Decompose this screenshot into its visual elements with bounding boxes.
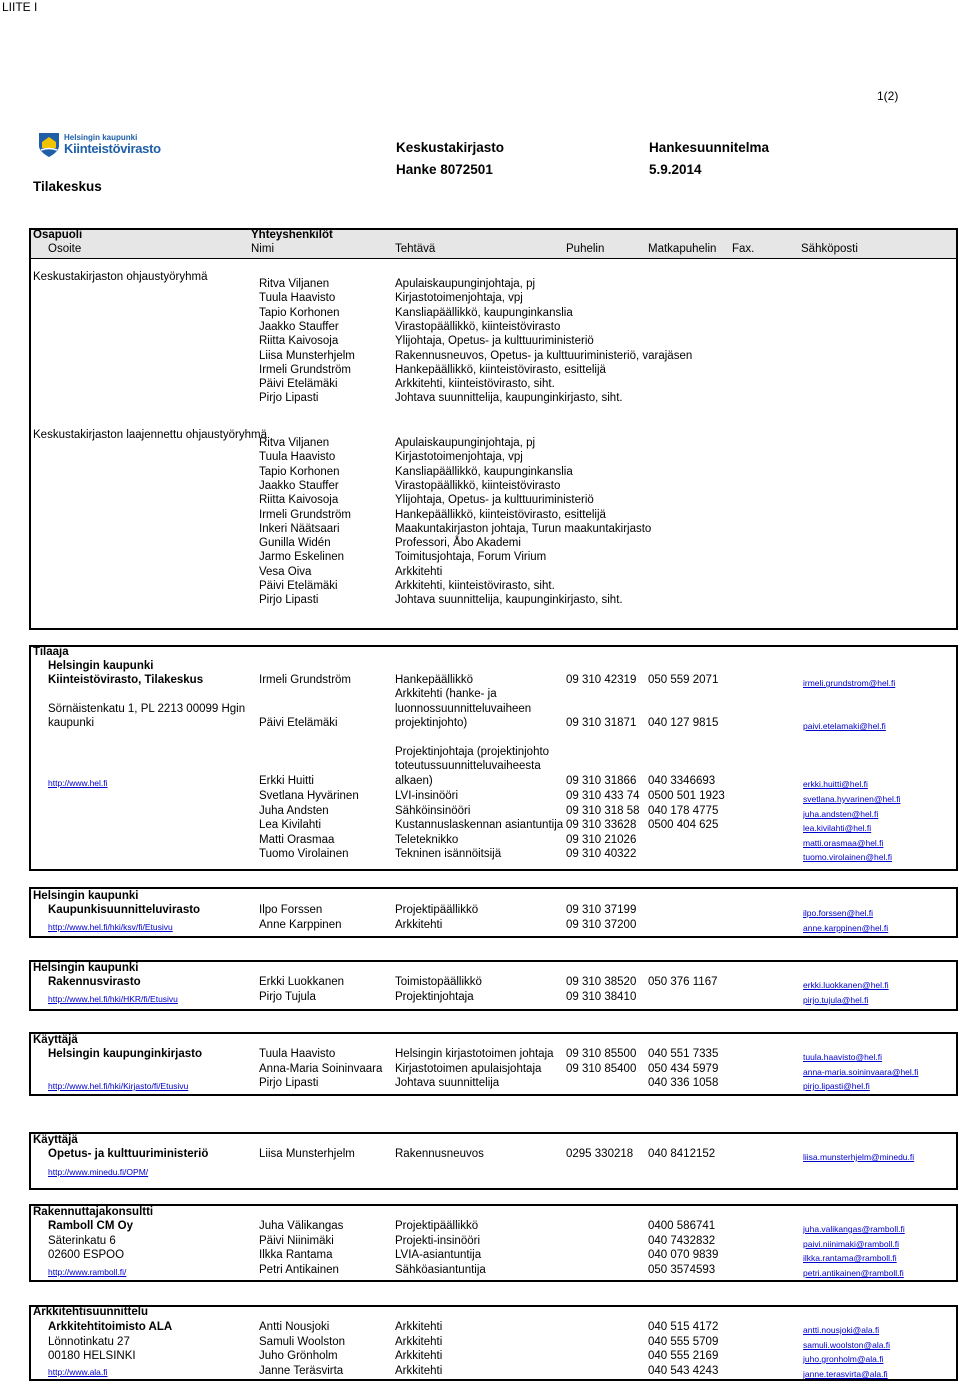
member-name: Ritva Viljanen	[259, 437, 330, 449]
contact-phone: 09 310 40322	[566, 848, 637, 860]
contact-name: Erkki Huitti	[259, 775, 314, 787]
contact-email-link[interactable]: matti.orasmaa@hel.fi	[803, 838, 884, 848]
contact-email-link[interactable]: pirjo.tujula@hel.fi	[803, 995, 869, 1005]
contact-phone: 09 310 42319	[566, 674, 637, 686]
contact-phone: 09 310 31871	[566, 717, 637, 729]
member-name: Jaakko Stauffer	[259, 480, 339, 492]
contact-name: Tuula Haavisto	[259, 1048, 336, 1060]
member-name: Irmeli Grundström	[259, 509, 352, 521]
member-name: Vesa Oiva	[259, 566, 312, 578]
contact-name: Svetlana Hyvärinen	[259, 790, 359, 802]
member-name: Gunilla Widén	[259, 537, 331, 549]
contact-role: Kustannuslaskennan asiantuntija	[395, 819, 564, 831]
contact-phone: 09 310 38410	[566, 991, 637, 1003]
liite-label: LIITE I	[2, 0, 38, 14]
member-role: Ylijohtaja, Opetus- ja kulttuuriministeriö	[395, 494, 594, 506]
ala-url-link[interactable]: http://www.ala.fi	[48, 1367, 108, 1377]
ramboll-org: Ramboll CM Oy	[48, 1220, 133, 1232]
member-role: Apulaiskaupunginjohtaja, pj	[395, 278, 536, 290]
member-name: Tapio Korhonen	[259, 307, 340, 319]
contact-mobile: 040 3346693	[648, 775, 716, 787]
member-role: Hankepäällikkö, kiinteistövirasto, esittelijä	[395, 509, 606, 521]
contact-role: Sähköasiantuntija	[395, 1264, 486, 1276]
contact-mobile: 0400 586741	[648, 1220, 716, 1232]
contact-role: toteutussuunnitteluvaiheesta	[395, 760, 541, 772]
page-number: 1(2)	[877, 89, 899, 103]
okm-label: Käyttäjä	[33, 1134, 78, 1146]
contact-role: luonnossuunnitteluvaiheen	[395, 703, 532, 715]
contact-email-link[interactable]: svetlana.hyvarinen@hel.fi	[803, 794, 901, 804]
col-osoite: Osoite	[48, 243, 82, 255]
logo-line1: Helsingin kaupunki	[64, 133, 138, 142]
contact-mobile: 050 376 1167	[648, 976, 718, 988]
contact-email-link[interactable]: juho.gronholm@ala.fi	[803, 1354, 884, 1364]
contact-name: Petri Antikainen	[259, 1264, 339, 1276]
rakv-url-link[interactable]: http://www.hel.fi/hki/HKR/fi/Etusivu	[48, 994, 178, 1004]
tilaaja-url-link[interactable]: http://www.hel.fi	[48, 778, 108, 788]
okm-org: Opetus- ja kulttuuriministeriö	[48, 1148, 209, 1160]
ramboll-address: Säterinkatu 6	[48, 1235, 116, 1247]
tilaaja-address: kaupunki	[48, 717, 95, 729]
ala-org: Arkkitehtitoimisto ALA	[48, 1321, 173, 1333]
ala-address: Lönnotinkatu 27	[48, 1336, 130, 1348]
contact-email-link[interactable]: tuomo.virolainen@hel.fi	[803, 852, 892, 862]
member-role: Kirjastotoimenjohtaja, vpj	[395, 451, 523, 463]
member-role: Rakennusneuvos, Opetus- ja kulttuuriministeriö, varajäsen	[395, 350, 693, 362]
contact-email-link[interactable]: juha.valikangas@ramboll.fi	[803, 1224, 905, 1234]
member-name: Irmeli Grundström	[259, 364, 352, 376]
ala-label: Arkkitehtisuunnittelu	[33, 1306, 149, 1318]
contact-role: Projekti-insinööri	[395, 1235, 481, 1247]
contact-email-link[interactable]: lea.kivilahti@hel.fi	[803, 823, 872, 833]
contact-name: Ilpo Forssen	[259, 904, 323, 916]
contact-mobile: 040 178 4775	[648, 805, 719, 817]
member-name: Ritva Viljanen	[259, 278, 330, 290]
contact-role: Toimistopäällikkö	[395, 976, 482, 988]
contact-mobile: 040 070 9839	[648, 1249, 719, 1261]
contact-name: Tuomo Virolainen	[259, 848, 349, 860]
contact-phone: 09 310 85400	[566, 1063, 637, 1075]
group-title: Keskustakirjaston laajennettu ohjaustyöryhmä	[33, 429, 267, 441]
tilaaja-org2: Kiinteistövirasto, Tilakeskus	[48, 674, 204, 686]
contact-email-link[interactable]: antti.nousjoki@ala.fi	[803, 1325, 880, 1335]
contact-role: Arkkitehti	[395, 1336, 443, 1348]
contact-phone: 0295 330218	[566, 1148, 634, 1160]
contact-role: LVI-insinööri	[395, 790, 459, 802]
contact-email-link[interactable]: paivi.etelamaki@hel.fi	[803, 721, 886, 731]
contact-name: Samuli Woolston	[259, 1336, 346, 1348]
col-yhteys: Yhteyshenkilöt	[251, 229, 333, 241]
contact-mobile: 040 551 7335	[648, 1048, 719, 1060]
ramboll-label: Rakennuttajakonsultti	[33, 1206, 154, 1218]
contact-phone: 09 310 31866	[566, 775, 637, 787]
doc-date: 5.9.2014	[649, 162, 702, 177]
contact-name: Juha Andsten	[259, 805, 329, 817]
contact-email-link[interactable]: ilkka.rantama@ramboll.fi	[803, 1253, 897, 1263]
contact-name: Anne Karppinen	[259, 919, 342, 931]
member-name: Riitta Kaivosoja	[259, 494, 339, 506]
contact-mobile: 040 543 4243	[648, 1365, 719, 1377]
contact-role: Kirjastotoimen apulaisjohtaja	[395, 1063, 542, 1075]
contact-name: Lea Kivilahti	[259, 819, 322, 831]
member-name: Riitta Kaivosoja	[259, 335, 339, 347]
contact-email-link[interactable]: anna-maria.soininvaara@hel.fi	[803, 1067, 919, 1077]
okm-url-link[interactable]: http://www.minedu.fi/OPM/	[48, 1167, 149, 1177]
tilaaja-address: Sörnäistenkatu 1, PL 2213 00099 Hgin	[48, 703, 246, 715]
member-name: Päivi Etelämäki	[259, 378, 338, 390]
col-fax: Fax.	[732, 243, 755, 255]
member-role: Arkkitehti, kiinteistövirasto, siht.	[395, 378, 555, 390]
contact-phone: 09 310 21026	[566, 834, 637, 846]
contact-email-link[interactable]: irmeli.grundstrom@hel.fi	[803, 678, 896, 688]
contact-email-link[interactable]: samuli.woolston@ala.fi	[803, 1340, 891, 1350]
member-name: Tuula Haavisto	[259, 451, 336, 463]
member-name: Pirjo Lipasti	[259, 392, 319, 404]
ksv-label: Helsingin kaupunki	[33, 890, 139, 902]
contact-name: Pirjo Tujula	[259, 991, 316, 1003]
tilaaja-org1: Helsingin kaupunki	[48, 660, 154, 672]
kirjasto-label: Käyttäjä	[33, 1034, 78, 1046]
contact-role: Teleteknikko	[395, 834, 459, 846]
kirjasto-url-link[interactable]: http://www.hel.fi/hki/Kirjasto/fi/Etusivu	[48, 1081, 189, 1091]
contact-role: Projektinjohtaja (projektinjohto	[395, 746, 550, 758]
member-role: Johtava suunnittelija, kaupunginkirjasto, siht.	[395, 594, 623, 606]
rakv-label: Helsingin kaupunki	[33, 962, 139, 974]
col-puhelin: Puhelin	[566, 243, 605, 255]
contact-phone: 09 310 318 58	[566, 805, 640, 817]
member-role: Arkkitehti	[395, 566, 443, 578]
contact-email-link[interactable]: erkki.huitti@hel.fi	[803, 779, 868, 789]
member-name: Jaakko Stauffer	[259, 321, 339, 333]
contact-email-link[interactable]: erkki.luokkanen@hel.fi	[803, 980, 889, 990]
project-name: Keskustakirjasto	[396, 140, 505, 155]
member-role: Virastopäällikkö, kiinteistövirasto	[395, 480, 561, 492]
member-role: Toimitusjohtaja, Forum Virium	[395, 551, 547, 563]
ksv-org: Kaupunkisuunnitteluvirasto	[48, 904, 201, 916]
logo-line2: Kiinteistövirasto	[64, 141, 161, 156]
ramboll-address: 02600 ESPOO	[48, 1249, 125, 1261]
col-email: Sähköposti	[801, 243, 858, 255]
contact-name: Päivi Niinimäki	[259, 1235, 334, 1247]
member-name: Päivi Etelämäki	[259, 580, 338, 592]
contact-email-link[interactable]: juha.andsten@hel.fi	[803, 809, 879, 819]
contact-phone: 09 310 38520	[566, 976, 637, 988]
contact-role: Helsingin kirjastotoimen johtaja	[395, 1048, 554, 1060]
contact-role: Hankepäällikkö	[395, 674, 473, 686]
contact-role: Rakennusneuvos	[395, 1148, 484, 1160]
contact-name: Irmeli Grundström	[259, 674, 352, 686]
contact-name: Anna-Maria Soininvaara	[259, 1063, 383, 1075]
contact-name: Juho Grönholm	[259, 1350, 338, 1362]
doc-title: Hankesuunnitelma	[649, 140, 770, 155]
member-role: Arkkitehti, kiinteistövirasto, siht.	[395, 580, 555, 592]
contact-email-link[interactable]: liisa.munsterhjelm@minedu.fi	[803, 1152, 915, 1162]
contact-email-link[interactable]: pirjo.lipasti@hel.fi	[803, 1081, 870, 1091]
contact-role: projektinjohto)	[395, 717, 468, 729]
contact-mobile: 050 559 2071	[648, 674, 719, 686]
kirjasto-org: Helsingin kaupunginkirjasto	[48, 1048, 202, 1060]
contact-role: Arkkitehti	[395, 919, 443, 931]
contact-name: Matti Orasmaa	[259, 834, 335, 846]
tilaaja-label: Tilaaja	[33, 646, 69, 658]
member-role: Kansliapäällikkö, kaupunginkanslia	[395, 307, 573, 319]
member-name: Jarmo Eskelinen	[259, 551, 345, 563]
contact-role: Arkkitehti (hanke- ja	[395, 688, 497, 700]
contact-mobile: 0500 501 1923	[648, 790, 725, 802]
contact-role: Projektinjohtaja	[395, 991, 474, 1003]
contact-role: Arkkitehti	[395, 1350, 443, 1362]
member-name: Tuula Haavisto	[259, 292, 336, 304]
contact-mobile: 040 555 5709	[648, 1336, 719, 1348]
contact-mobile: 050 434 5979	[648, 1063, 719, 1075]
contact-phone: 09 310 33628	[566, 819, 637, 831]
contact-role: Projektipäällikkö	[395, 904, 479, 916]
member-role: Kansliapäällikkö, kaupunginkanslia	[395, 466, 573, 478]
contact-name: Liisa Munsterhjelm	[259, 1148, 355, 1160]
col-matka: Matkapuhelin	[648, 243, 717, 255]
contact-email-link[interactable]: anne.karppinen@hel.fi	[803, 923, 889, 933]
ala-address: 00180 HELSINKI	[48, 1350, 136, 1362]
contact-email-link[interactable]: petri.antikainen@ramboll.fi	[803, 1268, 904, 1278]
member-role: Ylijohtaja, Opetus- ja kulttuuriministeriö	[395, 335, 594, 347]
member-role: Virastopäällikkö, kiinteistövirasto	[395, 321, 561, 333]
contact-name: Päivi Etelämäki	[259, 717, 338, 729]
group-title: Keskustakirjaston ohjaustyöryhmä	[33, 271, 208, 283]
contact-name: Juha Välikangas	[259, 1220, 344, 1232]
city-logo	[38, 132, 178, 160]
member-role: Hankepäällikkö, kiinteistövirasto, esittelijä	[395, 364, 606, 376]
contact-role: Tekninen isännöitsijä	[395, 848, 502, 860]
contact-email-link[interactable]: paivi.niinimaki@ramboll.fi	[803, 1239, 900, 1249]
contact-name: Antti Nousjoki	[259, 1321, 330, 1333]
contact-role: Arkkitehti	[395, 1365, 443, 1377]
contact-name: Erkki Luokkanen	[259, 976, 345, 988]
member-role: Kirjastotoimenjohtaja, vpj	[395, 292, 523, 304]
contact-name: Janne Teräsvirta	[259, 1365, 344, 1377]
contact-role: Sähköinsinööri	[395, 805, 471, 817]
col-osapuoli: Osapuoli	[33, 229, 83, 241]
contact-role: Projektipäällikkö	[395, 1220, 479, 1232]
contact-role: LVIA-asiantuntija	[395, 1249, 482, 1261]
member-role: Professori, Åbo Akademi	[395, 537, 521, 549]
contact-email-link[interactable]: ilpo.forssen@hel.fi	[803, 908, 874, 918]
contact-mobile: 0500 404 625	[648, 819, 719, 831]
contact-role: alkaen)	[395, 775, 433, 787]
contact-mobile: 040 515 4172	[648, 1321, 719, 1333]
col-nimi: Nimi	[251, 243, 274, 255]
member-role: Maakuntakirjaston johtaja, Turun maakuntakirjasto	[395, 523, 652, 535]
contact-email-link[interactable]: janne.terasvirta@ala.fi	[803, 1369, 888, 1379]
member-name: Liisa Munsterhjelm	[259, 350, 355, 362]
ramboll-url-link[interactable]: http://www.ramboll.fi/	[48, 1267, 127, 1277]
contact-name: Pirjo Lipasti	[259, 1077, 319, 1089]
member-role: Johtava suunnittelija, kaupunginkirjasto, siht.	[395, 392, 623, 404]
col-tehtava: Tehtävä	[395, 243, 436, 255]
contact-email-link[interactable]: tuula.haavisto@hel.fi	[803, 1052, 883, 1062]
contact-role: Johtava suunnittelija	[395, 1077, 500, 1089]
contact-mobile: 040 127 9815	[648, 717, 719, 729]
org-name: Tilakeskus	[33, 179, 102, 194]
contact-mobile: 040 336 1058	[648, 1077, 719, 1089]
contact-name: Ilkka Rantama	[259, 1249, 333, 1261]
member-name: Tapio Korhonen	[259, 466, 340, 478]
ksv-url-link[interactable]: http://www.hel.fi/hki/ksv/fi/Etusivu	[48, 922, 173, 932]
member-name: Pirjo Lipasti	[259, 594, 319, 606]
contact-phone: 09 310 37200	[566, 919, 637, 931]
hanke-number: Hanke 8072501	[396, 162, 493, 177]
contact-role: Arkkitehti	[395, 1321, 443, 1333]
contact-phone: 09 310 37199	[566, 904, 637, 916]
member-role: Apulaiskaupunginjohtaja, pj	[395, 437, 536, 449]
contact-phone: 09 310 85500	[566, 1048, 637, 1060]
member-name: Inkeri Näätsaari	[259, 523, 340, 535]
crest-icon	[38, 132, 60, 158]
contact-mobile: 040 8412152	[648, 1148, 716, 1160]
contact-phone: 09 310 433 74	[566, 790, 640, 802]
contact-mobile: 040 7432832	[648, 1235, 716, 1247]
rakv-org: Rakennusvirasto	[48, 976, 141, 988]
contact-mobile: 050 3574593	[648, 1264, 716, 1276]
contact-mobile: 040 555 2169	[648, 1350, 719, 1362]
